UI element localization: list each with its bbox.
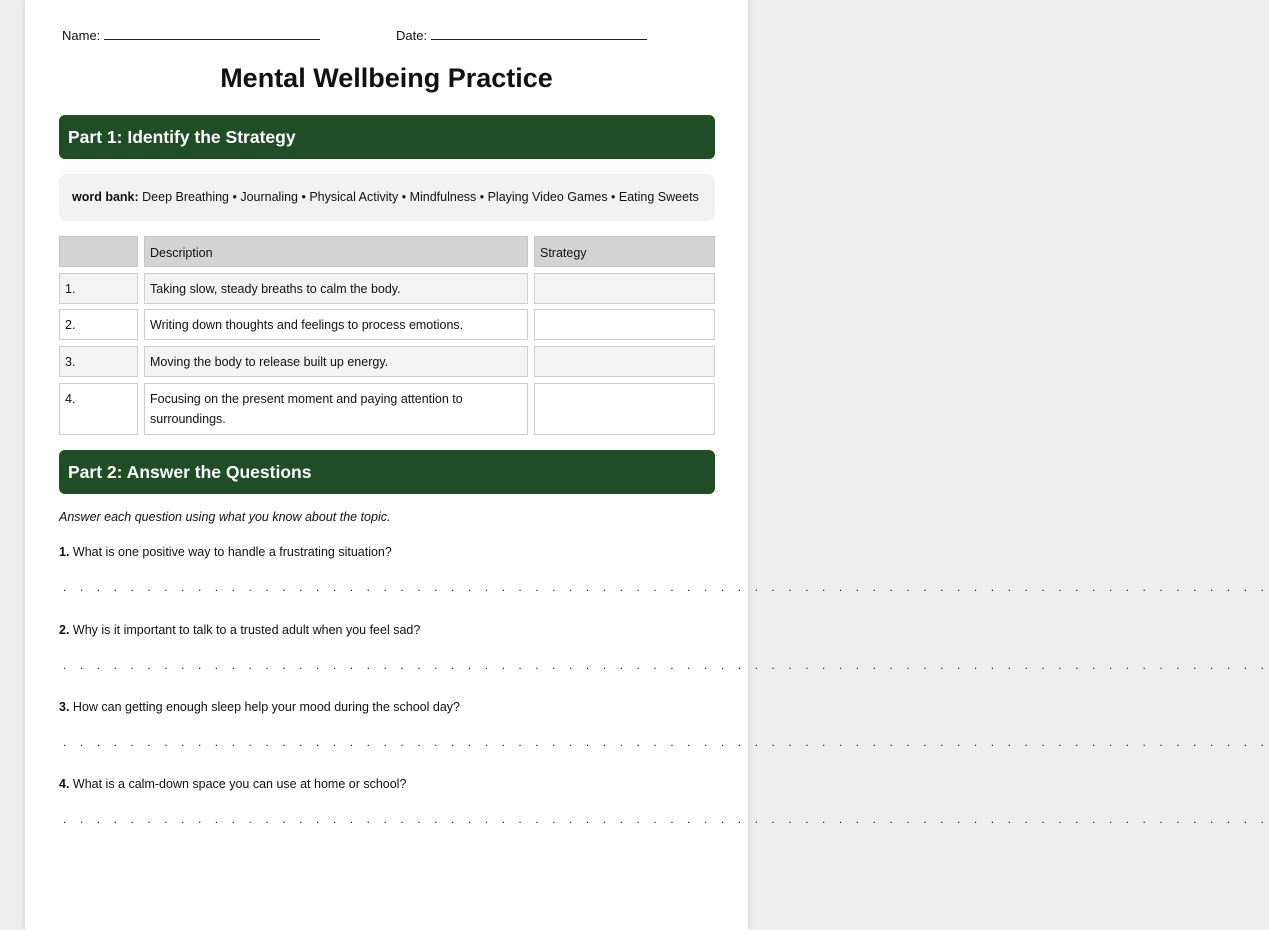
date-line[interactable]: [431, 27, 647, 40]
part2-instructions: Answer each question using what you know about the topic.: [59, 510, 391, 524]
name-line[interactable]: [104, 27, 320, 40]
question-4: [59, 777, 406, 791]
question-number: 1.: [59, 545, 70, 559]
question-3: [59, 700, 460, 714]
name-label: Name:: [62, 28, 101, 43]
question-number: 4.: [59, 777, 70, 791]
question-text: What is a calm-down space you can use at home or school?: [69, 777, 407, 791]
date-label: Date:: [396, 28, 428, 43]
question-text: What is one positive way to handle a frustrating situation?: [69, 545, 392, 559]
row-description: Writing down thoughts and feelings to process emotions.: [144, 309, 528, 340]
strategy-answer-cell[interactable]: [534, 383, 715, 435]
answer-line-3[interactable]: . . . . . . . . . . . . . . . . . . . . . . . . . . . . . . . . . . . . . . . . . . . . . . . . . . . . . . . . . . . . . . . . . . . . . . . .: [63, 735, 1269, 749]
word-bank-label: word bank:: [72, 190, 139, 204]
strategy-answer-cell[interactable]: [534, 309, 715, 340]
row-number: 2.: [59, 309, 138, 340]
page-title: Mental Wellbeing Practice: [220, 63, 553, 93]
date-field[interactable]: [396, 27, 647, 43]
row-number: 1.: [59, 273, 138, 304]
strategy-answer-cell[interactable]: [534, 346, 715, 377]
table-header-strategy: Strategy: [534, 236, 715, 267]
answer-line-4[interactable]: . . . . . . . . . . . . . . . . . . . . . . . . . . . . . . . . . . . . . . . . . . . . . . . . . . . . . . . . . . . . . . . . . . . . . . . .: [63, 812, 1269, 826]
question-number: 2.: [59, 623, 70, 637]
question-text: How can getting enough sleep help your mood during the school day?: [69, 700, 460, 714]
word-bank: [59, 174, 715, 221]
table-header-number: [59, 236, 138, 267]
question-number: 3.: [59, 700, 70, 714]
question-text: Why is it important to talk to a trusted adult when you feel sad?: [69, 623, 421, 637]
row-description: Moving the body to release built up energy.: [144, 346, 528, 377]
row-description: Focusing on the present moment and paying attention to surroundings.: [144, 383, 528, 435]
strategy-answer-cell[interactable]: [534, 273, 715, 304]
word-bank-items: Deep Breathing • Journaling • Physical Activity • Mindfulness • Playing Video Games • Eating Sweets: [138, 190, 699, 204]
row-number: 3.: [59, 346, 138, 377]
question-2: [59, 623, 420, 637]
row-number: 4.: [59, 383, 138, 435]
answer-line-2[interactable]: . . . . . . . . . . . . . . . . . . . . . . . . . . . . . . . . . . . . . . . . . . . . . . . . . . . . . . . . . . . . . . . . . . . . . . . .: [63, 658, 1269, 672]
row-description: Taking slow, steady breaths to calm the body.: [144, 273, 528, 304]
part2-heading: Part 2: Answer the Questions: [59, 450, 715, 494]
name-field[interactable]: [62, 27, 320, 43]
worksheet-page: [25, 0, 1269, 930]
question-1: [59, 545, 392, 559]
table-header-description: Description: [144, 236, 528, 267]
part1-heading: Part 1: Identify the Strategy: [59, 115, 715, 159]
answer-line-1[interactable]: . . . . . . . . . . . . . . . . . . . . . . . . . . . . . . . . . . . . . . . . . . . . . . . . . . . . . . . . . . . . . . . . . . . . . . . .: [63, 580, 1269, 594]
